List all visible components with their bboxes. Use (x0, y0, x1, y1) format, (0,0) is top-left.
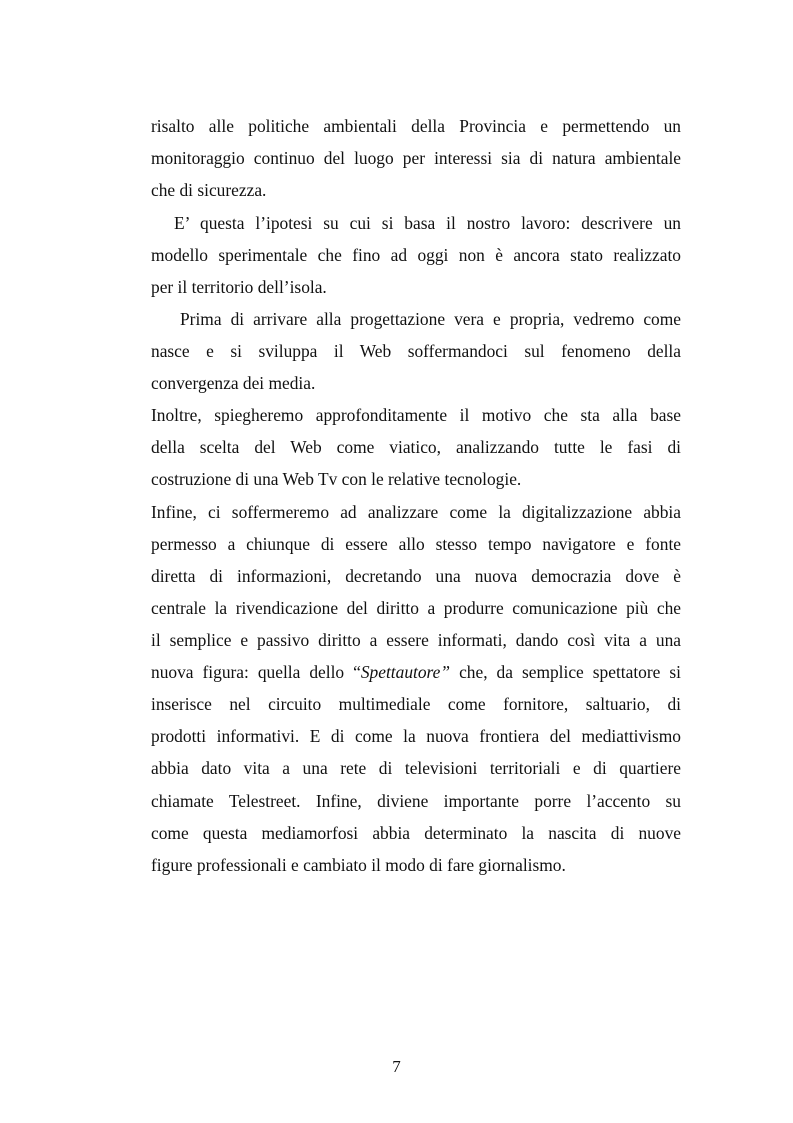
line-6-text-before: nuova figura: quella dello “ (151, 662, 361, 682)
paragraph-5-line-2: permesso a chiunque di essere allo stesso tempo navigatore e fonte (151, 534, 681, 554)
paragraph-4-line-3: costruzione di una Web Tv con le relative tecnologie. (151, 469, 522, 489)
paragraph-5-line-12: figure professionali e cambiato il modo di fare giornalismo. (151, 855, 566, 875)
line-6-text-after: che, da semplice spettatore si (450, 662, 681, 682)
paragraph-3-line-1: Prima di arrivare alla progettazione vera e propria, vedremo come (180, 309, 681, 329)
paragraph-4-line-2: della scelta del Web come viatico, analizzando tutte le fasi di (151, 437, 681, 457)
paragraph-1-line-2: monitoraggio continuo del luogo per interessi sia di natura ambientale (151, 148, 681, 168)
paragraph-5-line-3: diretta di informazioni, decretando una nuova democrazia dove è (151, 566, 681, 586)
paragraph-5-line-1: Infine, ci soffermeremo ad analizzare come la digitalizzazione abbia (151, 502, 681, 522)
paragraph-3-line-3: convergenza dei media. (151, 373, 316, 393)
paragraph-5-line-7: inserisce nel circuito multimediale come fornitore, saltuario, di (151, 694, 681, 714)
paragraph-5-line-4: centrale la rivendicazione del diritto a produrre comunicazione più che (151, 598, 681, 618)
paragraph-5-line-9: abbia dato vita a una rete di televisioni territoriali e di quartiere (151, 758, 681, 778)
paragraph-2-line-3: per il territorio dell’isola. (151, 277, 327, 297)
paragraph-5-line-6 (151, 662, 681, 682)
paragraph-5-line-8: prodotti informativi. E di come la nuova frontiera del mediattivismo (151, 726, 681, 746)
paragraph-2-line-1: E’ questa l’ipotesi su cui si basa il nostro lavoro: descrivere un (174, 213, 681, 233)
paragraph-5-line-5: il semplice e passivo diritto a essere informati, dando così vita a una (151, 630, 681, 650)
paragraph-5-line-10: chiamate Telestreet. Infine, diviene importante porre l’accento su (151, 791, 681, 811)
paragraph-1-line-1: risalto alle politiche ambientali della Provincia e permettendo un (151, 116, 681, 136)
paragraph-2-line-2: modello sperimentale che fino ad oggi non è ancora stato realizzato (151, 245, 681, 265)
paragraph-1-line-3: che di sicurezza. (151, 180, 267, 200)
spettautore-term: Spettautore” (360, 662, 451, 682)
paragraph-5-line-11: come questa mediamorfosi abbia determinato la nascita di nuove (151, 823, 681, 843)
page-number: 7 (392, 1057, 401, 1076)
paragraph-4-line-1: Inoltre, spiegheremo approfonditamente il motivo che sta alla base (151, 405, 681, 425)
paragraph-3-line-2: nasce e si sviluppa il Web soffermandoci sul fenomeno della (151, 341, 681, 361)
